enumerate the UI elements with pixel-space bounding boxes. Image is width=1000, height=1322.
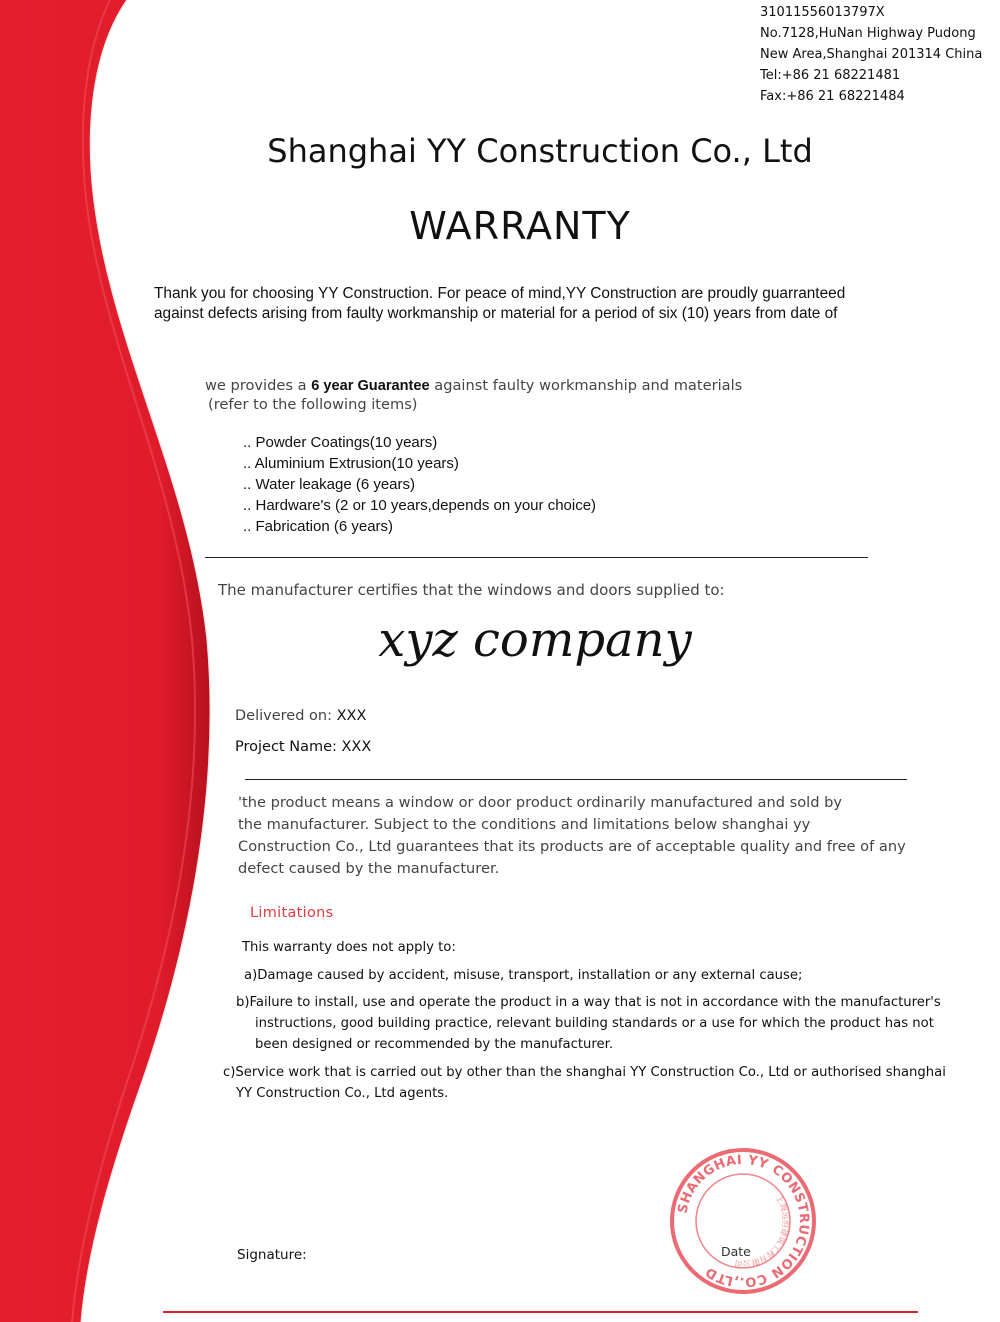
- product-line: defect caused by the manufacturer.: [238, 860, 500, 877]
- company-name: Shanghai YY Construction Co., Ltd: [267, 132, 813, 170]
- fax: Fax:+86 21 68221484: [760, 89, 905, 104]
- intro-line: Thank you for choosing YY Construction. For peace of mind,YY Construction are proudly guarranteed: [154, 285, 846, 302]
- guarantee-statement: [205, 375, 742, 397]
- svg-text:SHANGHAI YY CONSTRUCTION CO.,L: SHANGHAI YY CONSTRUCTION CO.,LTD: [675, 1152, 812, 1290]
- date-label: Date: [721, 1244, 751, 1259]
- document-title: WARRANTY: [409, 204, 631, 248]
- product-line: Construction Co., Ltd guarantees that its products are of acceptable quality and free of any: [238, 838, 906, 855]
- delivered-on-field: [235, 708, 366, 724]
- product-definition-paragraph: [238, 792, 998, 880]
- limitation-b-line: been designed or recommended by the manufacturer.: [255, 1037, 614, 1052]
- guarantee-suffix: against faulty workmanship and materials: [429, 377, 743, 394]
- contact-block: [760, 2, 982, 107]
- list-item: .. Aluminium Extrusion(10 years): [243, 455, 459, 472]
- guarantee-refer-note: (refer to the following items): [208, 396, 418, 413]
- delivered-on-value: XXX: [336, 708, 367, 724]
- list-item: .. Hardware's (2 or 10 years,depends on your choice): [243, 497, 597, 514]
- guarantee-highlight: 6 year Guarantee: [311, 378, 430, 394]
- signature-label: Signature:: [237, 1247, 307, 1263]
- warranty-items-list: [243, 432, 596, 537]
- address-line-2: New Area,Shanghai 201314 China: [760, 47, 983, 62]
- svg-text:上海远恒建筑工程有限公司: 上海远恒建筑工程有限公司: [734, 1193, 791, 1269]
- limitations-heading: Limitations: [250, 905, 334, 921]
- delivered-on-label: Delivered on:: [235, 708, 337, 724]
- guarantee-prefix: we provides a: [205, 377, 312, 394]
- business-registration-number: 31011556013797X: [760, 5, 885, 20]
- limitation-b-line: instructions, good building practice, relevant building standards or a use for which the product has not: [255, 1016, 934, 1031]
- address-line-1: No.7128,HuNan Highway Pudong: [760, 26, 976, 41]
- telephone: Tel:+86 21 68221481: [760, 68, 901, 83]
- list-item: .. Powder Coatings(10 years): [243, 434, 438, 451]
- limitations-intro: This warranty does not apply to:: [242, 940, 456, 955]
- divider: [245, 779, 907, 780]
- limitation-a: a)Damage caused by accident, misuse, transport, installation or any external cause;: [244, 968, 803, 983]
- bottom-red-line: [163, 1311, 918, 1313]
- limitation-b-line: b)Failure to install, use and operate the product in a way that is not in accordance with the manufacturer's: [236, 995, 941, 1010]
- intro-line: against defects arising from faulty workmanship or material for a period of six (10) years from date of: [154, 305, 838, 322]
- customer-name: xyz company: [378, 612, 692, 668]
- limitation-c-line: c)Service work that is carried out by other than the shanghai YY Construction Co., Ltd or authorised shanghai: [223, 1065, 946, 1080]
- product-line: 'the product means a window or door product ordinarily manufactured and sold by: [238, 794, 843, 811]
- list-item: .. Fabrication (6 years): [243, 518, 394, 535]
- product-line: the manufacturer. Subject to the conditions and limitations below shanghai yy: [238, 816, 811, 833]
- project-name-value: XXX: [341, 739, 372, 755]
- intro-paragraph: [154, 284, 974, 324]
- certification-text: The manufacturer certifies that the windows and doors supplied to:: [218, 581, 725, 599]
- list-item: .. Water leakage (6 years): [243, 476, 416, 493]
- project-name-label: Project Name:: [235, 739, 342, 755]
- company-seal-stamp: [668, 1146, 818, 1296]
- limitation-c-line: YY Construction Co., Ltd agents.: [236, 1086, 449, 1101]
- divider: [205, 557, 868, 558]
- project-name-field: [235, 739, 371, 755]
